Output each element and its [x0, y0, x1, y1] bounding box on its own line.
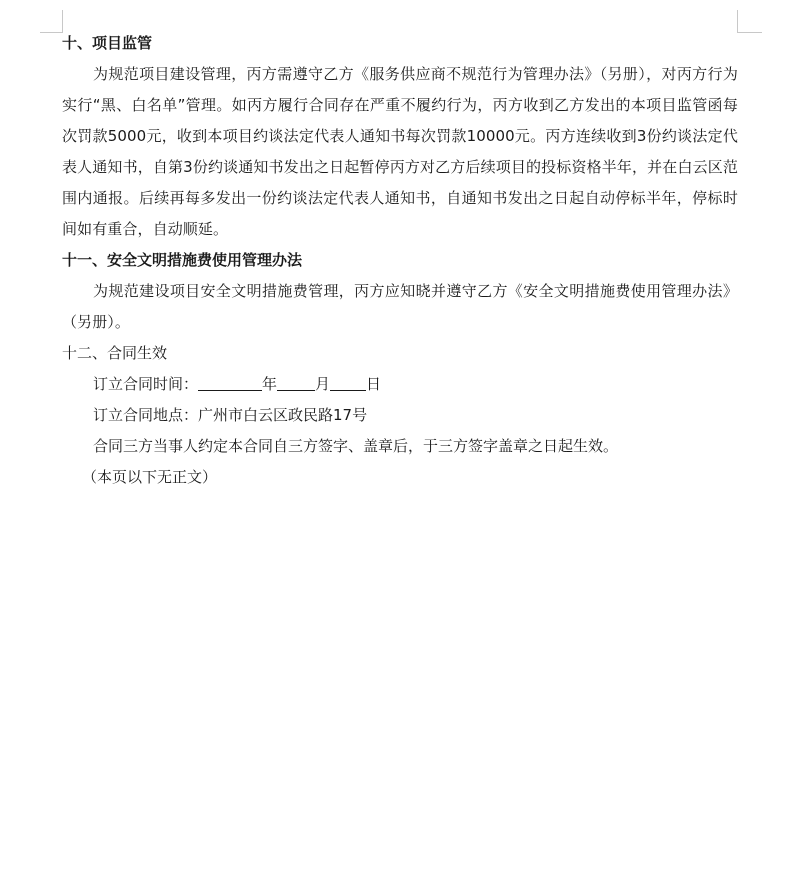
day-label: 日	[366, 375, 382, 393]
crop-mark-top-right	[737, 10, 762, 33]
year-label: 年	[262, 375, 278, 393]
section-11-heading: 十一、安全文明措施费使用管理办法	[62, 251, 303, 269]
section-10-paragraph: 为规范项目建设管理，丙方需遵守乙方《服务供应商不规范行为管理办法》（另册），对丙方行为实行“黑、白名单”管理。如丙方履行合同存在严重不履约行为，丙方收到乙方发出的本项目监管函每次罚款5000元，收到本项目约谈法定代表人通知书每次罚款10000元。丙方连续收到3份约谈法定代表人通知书，自第3份约谈通知书发出之日起暂停丙方对乙方后续项目的投标资格半年，并在白云区范围内通报。后续再每多发出一份约谈法定代表人通知书，自通知书发出之日起自动停标半年，停标时间如有重合，自动顺延。	[62, 65, 738, 238]
section-11-paragraph: 为规范建设项目安全文明措施费管理，丙方应知晓并遵守乙方《安全文明措施费使用管理办法》（另册）。	[62, 282, 738, 331]
contract-time-label: 订立合同时间：	[93, 375, 199, 393]
section-10-heading: 十、项目监管	[62, 34, 153, 52]
end-note: （本页以下无正文）	[82, 468, 218, 486]
month-blank	[277, 372, 315, 391]
day-blank	[330, 372, 366, 391]
document-body	[62, 28, 738, 493]
section-12-heading: 十二、合同生效	[62, 344, 168, 362]
contract-time-line	[62, 369, 738, 400]
contract-effect-line: 合同三方当事人约定本合同自三方签字、盖章后，于三方签字盖章之日起生效。	[93, 437, 619, 455]
month-label: 月	[315, 375, 331, 393]
crop-mark-top-left	[40, 10, 63, 33]
year-blank	[198, 372, 262, 391]
contract-place-line: 订立合同地点：广州市白云区政民路17号	[93, 406, 368, 424]
